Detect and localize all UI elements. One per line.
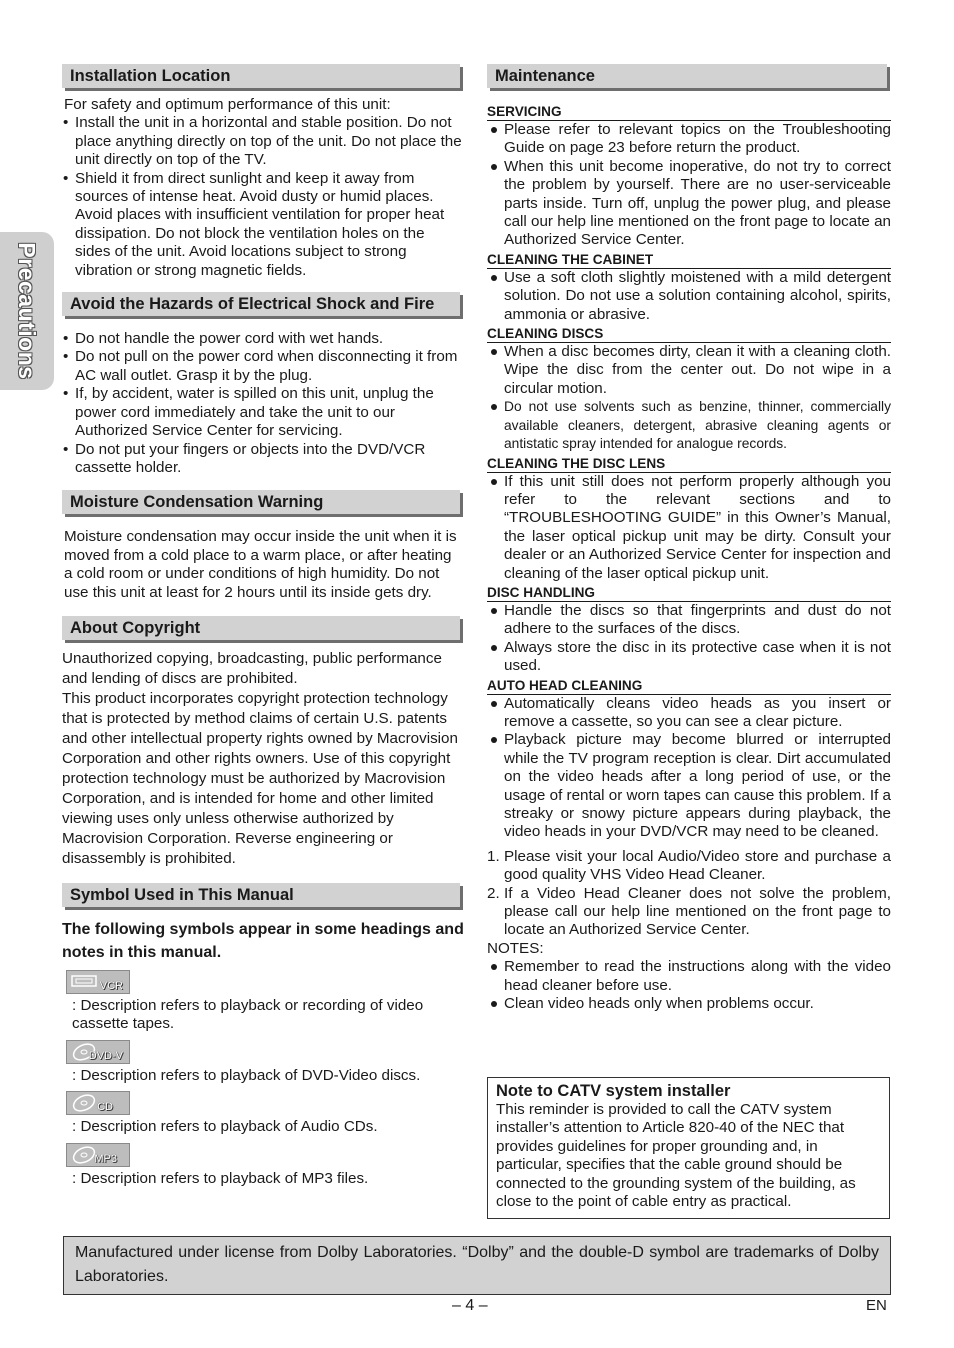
installation-intro: For safety and optimum performance of this unit: — [64, 96, 391, 113]
list-item: Always store the disc in its protective case when it is not used. — [487, 639, 891, 676]
cabinet-list — [487, 269, 891, 324]
list-item: Use a soft cloth slightly moistened with a mild detergent solution. Do not use a solution containing alcohol, spirits, ammonia or abrasive. — [487, 269, 891, 324]
symbol-mp3-description: : Description refers to playback of MP3 files. — [72, 1169, 369, 1187]
list-item — [487, 848, 891, 885]
cabinet-subheading: CLEANING THE CABINET — [487, 250, 891, 269]
side-tab-label: Precautions — [14, 242, 41, 380]
servicing-list — [487, 121, 891, 250]
list-item: • Do not handle the power cord with wet hands. — [62, 330, 464, 348]
list-item: If this unit still does not perform properly although you refer to the relevant sections and to “TROUBLESHOOTING GUIDE” in this Owner’s Manual, the laser optical pickup unit may be dirty. Consult your dealer or an Authorized Service Center for inspection and cleaning of the laser optical pickup unit. — [487, 473, 891, 583]
symbols-heading: Symbol Used in This Manual — [62, 883, 460, 907]
step-number: 2. — [487, 884, 500, 902]
list-item: Automatically cleans video heads as you insert or remove a cassette, so you can see a clear picture. — [487, 695, 891, 732]
hazards-heading: Avoid the Hazards of Electrical Shock and Fire — [62, 292, 460, 316]
copyright-paragraph-2: This product incorporates copyright protection technology that is protected by method claims of certain U.S. patents and other intellectual property rights owned by Macrovision Corporation and other rights owners. Use of this copyright protection technology must be authorized by Macrovision Corporation, and is intended for home and other limited viewing uses only unless otherwise authorized by Macrovision Corporation. Reverse engineering or disassembly is prohibited. — [62, 689, 458, 867]
lens-subheading: CLEANING THE DISC LENS — [487, 454, 891, 473]
list-item: Handle the discs so that fingerprints and dust do not adhere to the surfaces of the discs. — [487, 602, 891, 639]
hazards-list — [62, 330, 464, 477]
list-item: When this unit become inoperative, do not try to correct the problem by yourself. There are no user-serviceable parts inside. Turn off, unplug the power plug, and please call our help line mentioned on the front page to locate an Authorized Service Center. — [487, 158, 891, 250]
symbol-cd-description: : Description refers to playback of Audio CDs. — [72, 1118, 378, 1136]
discs-list — [487, 343, 891, 398]
step-text: If a Video Head Cleaner does not solve the problem, please call our help line mentioned on the front page to locate an Authorized Service Center. — [504, 884, 891, 939]
copyright-heading: About Copyright — [62, 616, 460, 640]
vcr-icon-label: VCR — [99, 979, 123, 992]
lens-list — [487, 473, 891, 583]
mp3-disc-icon — [66, 1143, 130, 1167]
dolby-notice: Manufactured under license from Dolby Laboratories. “Dolby” and the double-D symbol are trademarks of Dolby Laboratories. — [63, 1236, 891, 1295]
symbol-mp3 — [62, 1143, 464, 1188]
cd-disc-icon — [66, 1091, 130, 1115]
moisture-heading: Moisture Condensation Warning — [62, 490, 460, 514]
list-item: When a disc becomes dirty, clean it with a cleaning cloth. Wipe the disc from the center out. Do not wipe in a circular motion. — [487, 343, 891, 398]
autohead-subheading: AUTO HEAD CLEANING — [487, 676, 891, 695]
symbol-cd — [62, 1091, 464, 1136]
handling-subheading: DISC HANDLING — [487, 583, 891, 602]
copyright-paragraph-1: Unauthorized copying, broadcasting, public performance and lending of discs are prohibited. — [62, 649, 442, 687]
vcr-icon — [66, 970, 130, 994]
discs-subheading: CLEANING DISCS — [487, 324, 891, 343]
dvd-disc-icon — [66, 1040, 130, 1064]
list-item — [487, 885, 891, 940]
list-item: • Shield it from direct sunlight and keep it away from sources of intense heat. Avoid dusty or humid places. Avoid places with insufficient ventilation for proper heat dissipation. Do not block the ventilation holes on the sides of the unit. Avoid locations subject to strong vibration or strong magnetic fields. — [62, 170, 464, 280]
list-item: • If, by accident, water is spilled on this unit, unplug the power cord immediately and take the unit to our Authorized Service Center for servicing. — [62, 385, 464, 440]
list-item: Playback picture may become blurred or interrupted while the TV program reception is clear. Dirt accumulated on the video heads after a long period of use, or the usage of rental or worn tapes can cause this problem. If a streaky or snowy picture appears during playback, the video heads in your DVD/VCR may need to be cleaned. — [487, 731, 891, 841]
list-item: • Install the unit in a horizontal and stable position. Do not place anything directly on top of the unit. Do not place the unit directly on top of the TV. — [62, 114, 464, 169]
catv-note-title: Note to CATV system installer — [496, 1082, 731, 1100]
left-column — [62, 64, 464, 1188]
catv-note-text: This reminder is provided to call the CATV system installer’s attention to Article 820-40 of the NEC that provides guidelines for proper grounding and, in particular, specifies that the cable ground should be connected to the grounding system of the building, as close to the point of cable entry as practical. — [496, 1101, 856, 1211]
symbol-vcr-description: : Description refers to playback or recording of video cassette tapes. — [72, 996, 424, 1033]
dvd-icon-label: DVD-V — [88, 1049, 123, 1062]
section-side-tab — [0, 232, 54, 390]
list-item: • Do not put your fingers or objects into the DVD/VCR cassette holder. — [62, 441, 464, 478]
language-code: EN — [866, 1297, 887, 1314]
moisture-text: Moisture condensation may occur inside the unit when it is moved from a cold place to a warm place, or after heating a cold room or under conditions of high humidity. Do not use this unit at least for 2 hours until its inside gets dry. — [64, 528, 457, 601]
list-item: Do not use solvents such as benzine, thinner, commercially available cleaners, detergent, abrasive cleaning agents or antistatic spray intended for analogue records. — [487, 398, 891, 453]
handling-list — [487, 602, 891, 676]
catv-note-box — [487, 1077, 890, 1219]
symbol-vcr — [62, 970, 464, 1034]
installation-list — [62, 114, 464, 280]
notes-label: NOTES: — [487, 939, 544, 957]
mp3-icon-label: MP3 — [94, 1152, 117, 1165]
symbols-intro: The following symbols appear in some headings and notes in this manual. — [62, 920, 464, 961]
symbol-dvd-description: : Description refers to playback of DVD-Video discs. — [72, 1066, 421, 1084]
notes-list — [487, 958, 891, 1013]
step-text: Please visit your local Audio/Video store and purchase a good quality VHS Video Head Cleaner. — [504, 847, 891, 884]
cd-icon-label: CD — [97, 1101, 113, 1114]
autohead-steps — [487, 848, 891, 940]
list-item: • Do not pull on the power cord when disconnecting it from AC wall outlet. Grasp it by the plug. — [62, 348, 464, 385]
right-column — [487, 64, 891, 1013]
maintenance-heading: Maintenance — [487, 64, 887, 88]
symbol-dvd — [62, 1040, 464, 1085]
step-number: 1. — [487, 847, 500, 865]
servicing-subheading: SERVICING — [487, 102, 891, 121]
list-item: Clean video heads only when problems occur. — [487, 995, 891, 1013]
list-item: Remember to read the instructions along with the video head cleaner before use. — [487, 958, 891, 995]
autohead-list — [487, 695, 891, 842]
discs-small-list — [487, 398, 891, 453]
page-number: – 4 – — [452, 1297, 488, 1314]
installation-heading: Installation Location — [62, 64, 460, 88]
list-item: Please refer to relevant topics on the Troubleshooting Guide on page 23 before return the product. — [487, 121, 891, 158]
